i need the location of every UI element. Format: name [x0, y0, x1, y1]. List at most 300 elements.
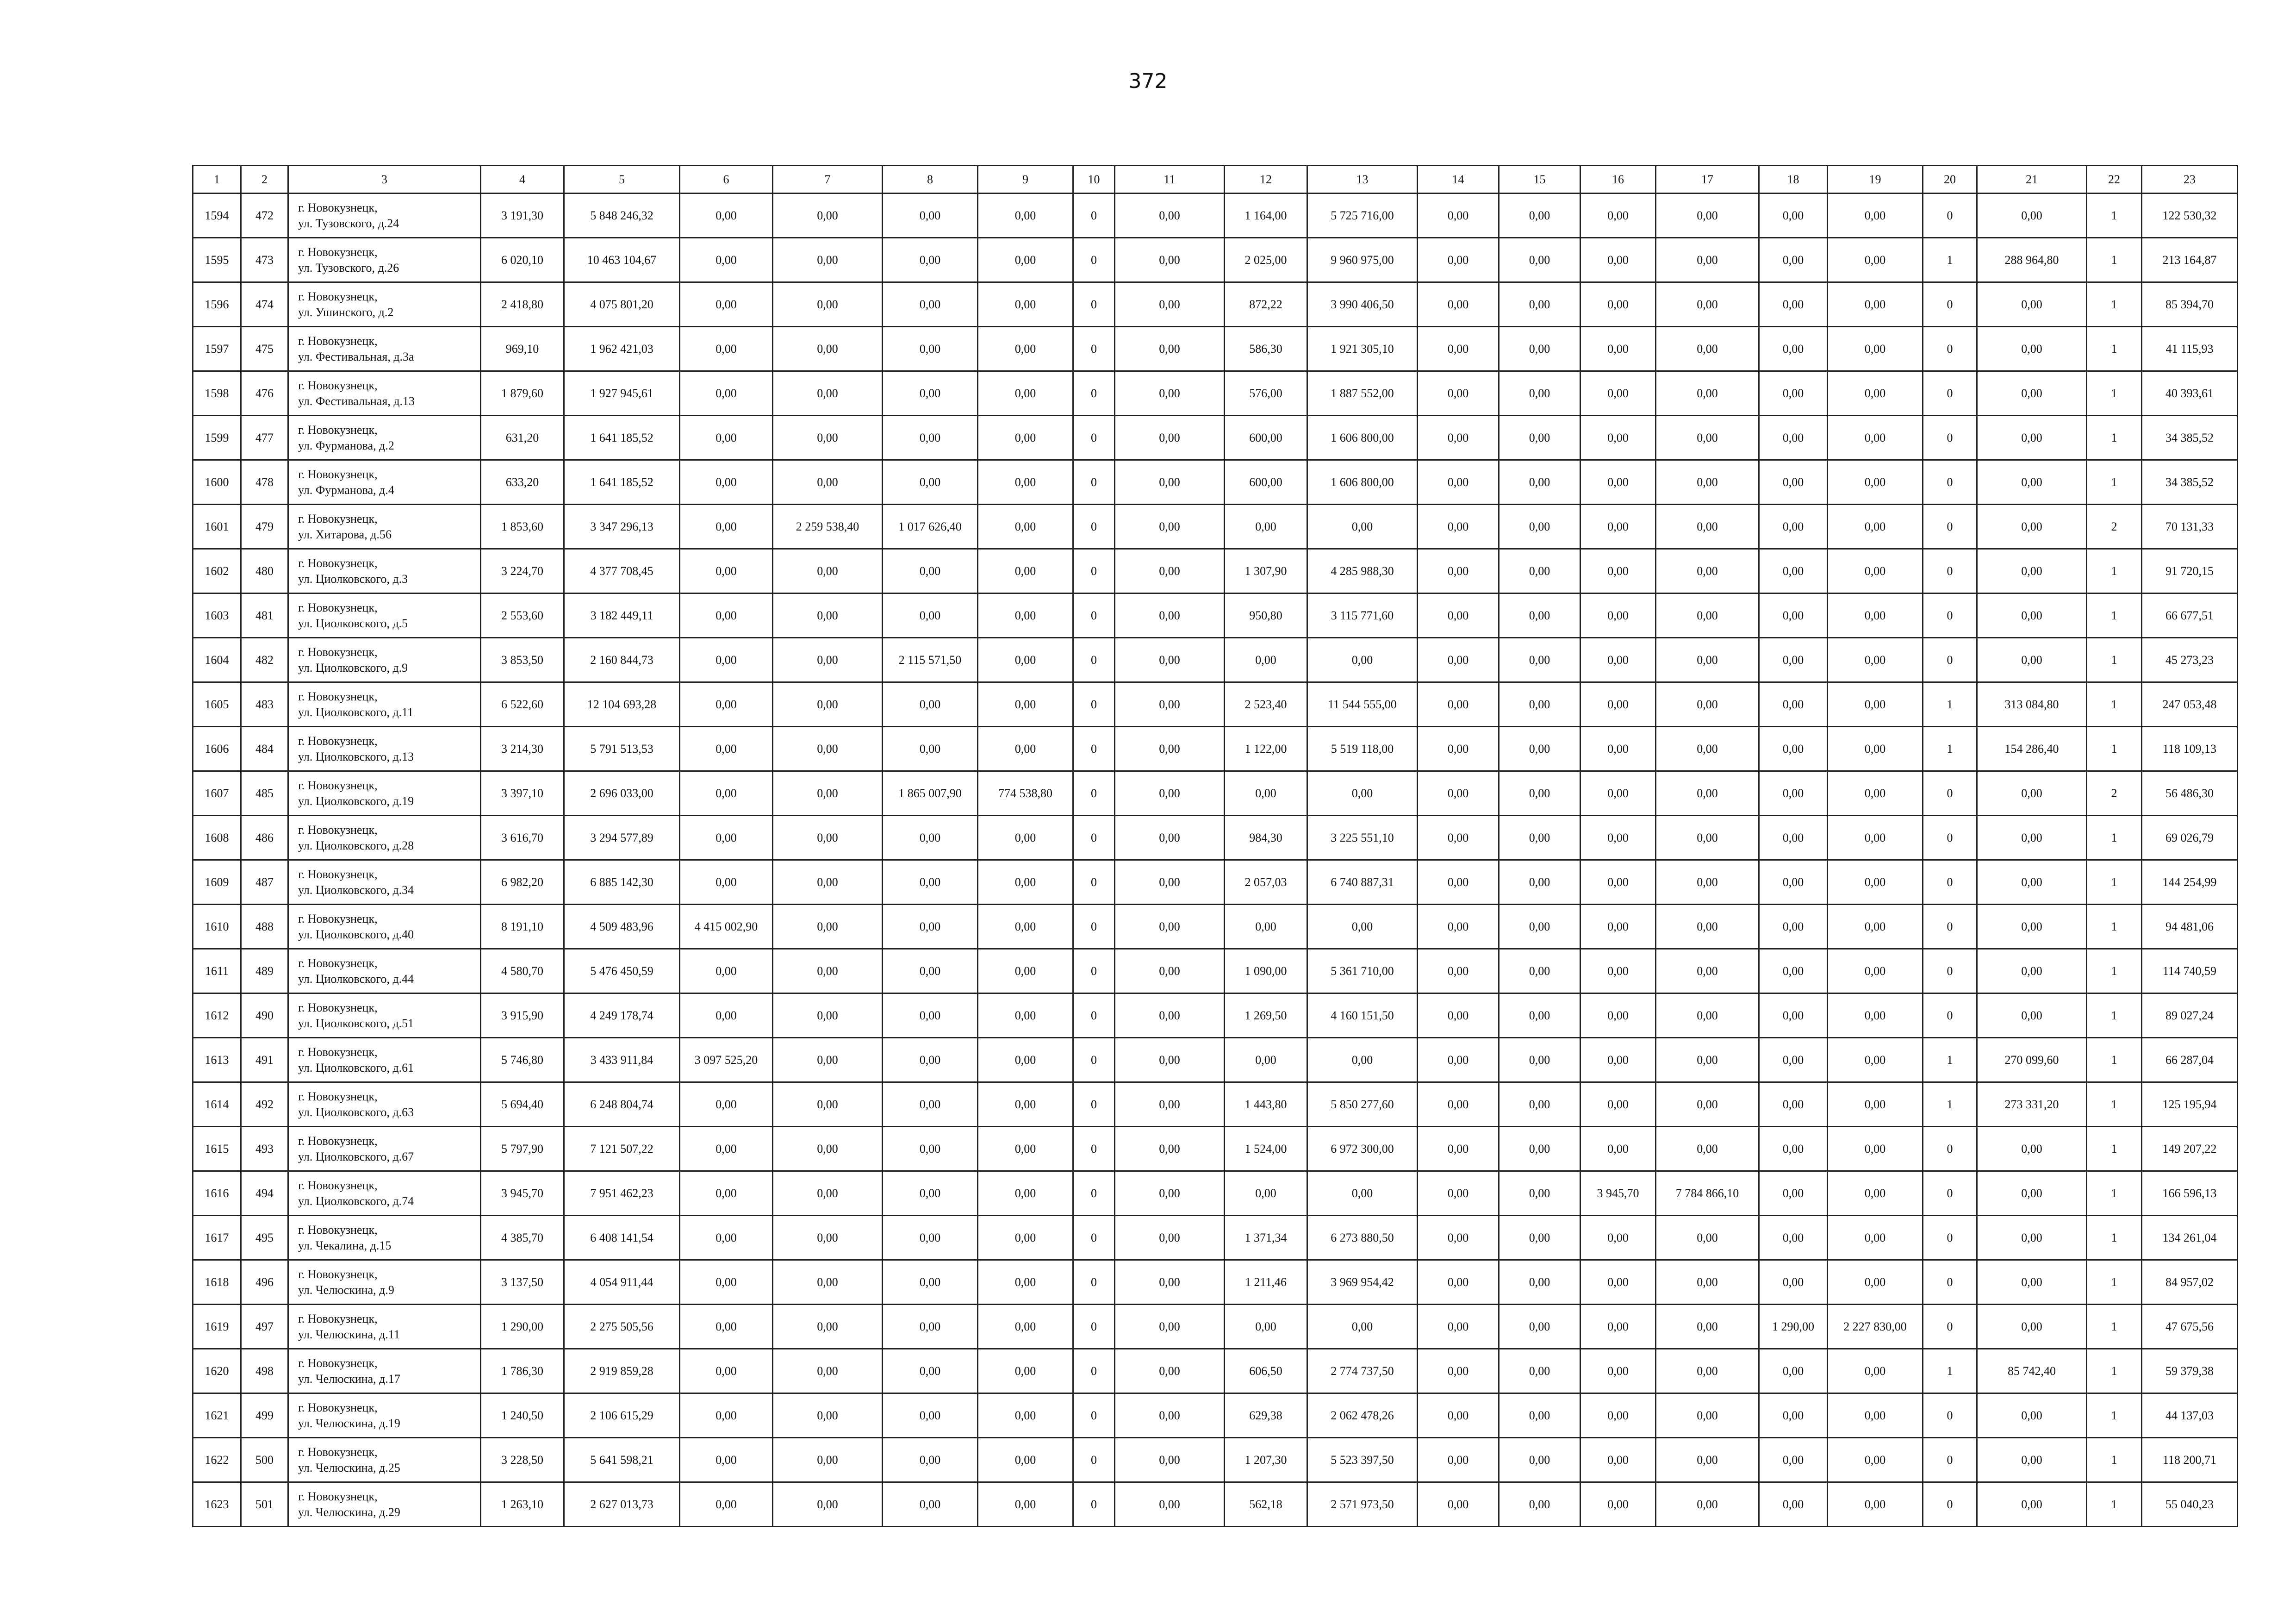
table-cell: 1 — [2087, 905, 2142, 949]
table-cell: 118 200,71 — [2142, 1438, 2238, 1482]
table-cell: 0,00 — [1115, 1305, 1225, 1349]
table-cell: 4 054 911,44 — [564, 1260, 680, 1305]
address-street: ул. Фурманова, д.4 — [298, 483, 394, 497]
table-cell: 1621 — [193, 1393, 241, 1438]
table-cell: 0,00 — [883, 460, 978, 505]
table-cell: 0,00 — [1828, 238, 1923, 282]
column-header: 6 — [680, 166, 773, 194]
table-cell: 0,00 — [1499, 1127, 1580, 1171]
address-cell — [288, 993, 481, 1038]
table-cell: 0,00 — [1759, 949, 1828, 993]
table-cell: 5 850 277,60 — [1307, 1082, 1418, 1127]
address-city: г. Новокузнецк, — [298, 289, 378, 303]
table-cell: 0,00 — [1418, 1216, 1499, 1260]
table-cell: 496 — [241, 1260, 288, 1305]
table-cell: 0,00 — [1418, 327, 1499, 371]
table-cell: 0,00 — [883, 1216, 978, 1260]
table-row — [193, 1482, 2238, 1527]
table-cell: 0,00 — [1418, 1482, 1499, 1527]
table-cell: 2 418,80 — [481, 282, 564, 327]
address-street: ул. Челюскина, д.29 — [298, 1505, 400, 1519]
table-cell: 0,00 — [1759, 1349, 1828, 1393]
table-cell: 7 951 462,23 — [564, 1171, 680, 1216]
address-street: ул. Фестивальная, д.3а — [298, 350, 414, 363]
table-cell: 0,00 — [883, 1349, 978, 1393]
address-city: г. Новокузнецк, — [298, 689, 378, 703]
table-cell: 0,00 — [1499, 771, 1580, 816]
table-cell: 0,00 — [1115, 860, 1225, 905]
table-cell: 0,00 — [1499, 1082, 1580, 1127]
table-cell: 0,00 — [1307, 638, 1418, 682]
table-cell: 0,00 — [1656, 949, 1759, 993]
table-cell: 0,00 — [1828, 993, 1923, 1038]
table-cell: 1 — [2087, 1038, 2142, 1082]
table-cell: 1 — [2087, 860, 2142, 905]
table-cell: 0,00 — [1499, 505, 1580, 549]
table-cell: 0,00 — [1977, 1127, 2087, 1171]
table-cell: 0 — [1073, 993, 1115, 1038]
table-cell: 0,00 — [773, 682, 883, 727]
table-cell: 9 960 975,00 — [1307, 238, 1418, 282]
table-cell: 0,00 — [1418, 282, 1499, 327]
table-cell: 6 972 300,00 — [1307, 1127, 1418, 1171]
table-cell: 0,00 — [883, 1393, 978, 1438]
table-cell: 0,00 — [1418, 460, 1499, 505]
table-cell: 0,00 — [773, 771, 883, 816]
table-cell: 0 — [1923, 1305, 1977, 1349]
table-cell: 0,00 — [1499, 1260, 1580, 1305]
table-cell: 1 — [2087, 238, 2142, 282]
table-cell: 0,00 — [1499, 727, 1580, 771]
address-city: г. Новокузнецк, — [298, 956, 378, 970]
column-header: 14 — [1418, 166, 1499, 194]
table-cell: 479 — [241, 505, 288, 549]
table-cell: 84 957,02 — [2142, 1260, 2238, 1305]
table-cell: 0,00 — [1828, 1438, 1923, 1482]
table-cell: 0,00 — [1580, 460, 1656, 505]
table-cell: 273 331,20 — [1977, 1082, 2087, 1127]
table-cell: 0,00 — [1580, 949, 1656, 993]
table-cell: 0,00 — [773, 1216, 883, 1260]
address-city: г. Новокузнецк, — [298, 1045, 378, 1059]
table-cell: 478 — [241, 460, 288, 505]
table-cell: 0,00 — [1418, 771, 1499, 816]
table-cell: 0,00 — [1499, 593, 1580, 638]
address-city: г. Новокузнецк, — [298, 334, 378, 348]
table-cell: 4 249 178,74 — [564, 993, 680, 1038]
table-cell: 0 — [1923, 1393, 1977, 1438]
column-header: 8 — [883, 166, 978, 194]
table-cell: 1594 — [193, 194, 241, 238]
table-cell: 1 853,60 — [481, 505, 564, 549]
address-street: ул. Циолковского, д.28 — [298, 838, 414, 852]
table-cell: 0,00 — [1656, 371, 1759, 416]
table-cell: 1 962 421,03 — [564, 327, 680, 371]
table-cell: 0,00 — [1759, 1216, 1828, 1260]
table-cell: 0,00 — [1828, 194, 1923, 238]
table-cell: 1599 — [193, 416, 241, 460]
table-cell: 0,00 — [1418, 727, 1499, 771]
address-street: ул. Челюскина, д.9 — [298, 1283, 394, 1297]
table-cell: 0,00 — [1759, 238, 1828, 282]
address-cell — [288, 593, 481, 638]
table-cell: 0,00 — [1759, 1171, 1828, 1216]
table-row — [193, 1305, 2238, 1349]
table-cell: 3 182 449,11 — [564, 593, 680, 638]
table-cell: 47 675,56 — [2142, 1305, 2238, 1349]
table-cell: 1 443,80 — [1225, 1082, 1307, 1127]
table-cell: 1 927 945,61 — [564, 371, 680, 416]
table-cell: 0,00 — [1115, 282, 1225, 327]
table-cell: 0,00 — [1418, 993, 1499, 1038]
table-cell: 0,00 — [1115, 993, 1225, 1038]
table-cell: 0 — [1073, 282, 1115, 327]
table-cell: 1 207,30 — [1225, 1438, 1307, 1482]
table-cell: 0 — [1923, 1127, 1977, 1171]
table-cell: 91 720,15 — [2142, 549, 2238, 593]
table-cell: 6 740 887,31 — [1307, 860, 1418, 905]
table-cell: 0,00 — [773, 1438, 883, 1482]
table-cell: 0,00 — [1759, 194, 1828, 238]
table-cell: 0,00 — [1580, 638, 1656, 682]
table-cell: 0 — [1073, 1216, 1115, 1260]
table-cell: 3 945,70 — [481, 1171, 564, 1216]
table-cell: 1619 — [193, 1305, 241, 1349]
address-cell — [288, 1171, 481, 1216]
table-cell: 0,00 — [1580, 1216, 1656, 1260]
table-cell: 2 259 538,40 — [773, 505, 883, 549]
address-cell — [288, 949, 481, 993]
table-cell: 0,00 — [1580, 593, 1656, 638]
table-cell: 0,00 — [1759, 1260, 1828, 1305]
table-cell: 0,00 — [978, 949, 1073, 993]
table-cell: 0,00 — [1656, 549, 1759, 593]
table-cell: 0,00 — [1418, 1082, 1499, 1127]
table-cell: 0,00 — [1418, 1393, 1499, 1438]
table-cell: 1606 — [193, 727, 241, 771]
table-cell: 0,00 — [883, 1082, 978, 1127]
table-cell: 586,30 — [1225, 327, 1307, 371]
table-cell: 0,00 — [1828, 549, 1923, 593]
table-cell: 872,22 — [1225, 282, 1307, 327]
table-cell: 0,00 — [883, 1482, 978, 1527]
table-cell: 2 627 013,73 — [564, 1482, 680, 1527]
table-cell: 2 553,60 — [481, 593, 564, 638]
table-cell: 5 848 246,32 — [564, 194, 680, 238]
table-cell: 0,00 — [1828, 905, 1923, 949]
table-cell: 0 — [1073, 727, 1115, 771]
table-cell: 1613 — [193, 1038, 241, 1082]
table-cell: 0,00 — [1418, 1260, 1499, 1305]
table-cell: 0,00 — [1977, 593, 2087, 638]
table-cell: 984,30 — [1225, 816, 1307, 860]
column-header: 7 — [773, 166, 883, 194]
address-street: ул. Циолковского, д.34 — [298, 883, 414, 897]
table-cell: 0,00 — [1307, 1038, 1418, 1082]
table-cell: 1 — [2087, 727, 2142, 771]
table-cell: 0,00 — [1580, 371, 1656, 416]
table-cell: 2 523,40 — [1225, 682, 1307, 727]
table-cell: 490 — [241, 993, 288, 1038]
table-cell: 1609 — [193, 860, 241, 905]
table-cell: 0,00 — [1828, 371, 1923, 416]
table-cell: 485 — [241, 771, 288, 816]
table-cell: 1618 — [193, 1260, 241, 1305]
table-cell: 0,00 — [883, 1305, 978, 1349]
table-cell: 0 — [1073, 1127, 1115, 1171]
address-city: г. Новокузнецк, — [298, 823, 378, 837]
column-header: 2 — [241, 166, 288, 194]
table-cell: 474 — [241, 282, 288, 327]
table-cell: 3 228,50 — [481, 1438, 564, 1482]
table-cell: 1 — [2087, 1305, 2142, 1349]
table-cell: 0,00 — [1828, 1171, 1923, 1216]
table-cell: 85 742,40 — [1977, 1349, 2087, 1393]
table-row — [193, 771, 2238, 816]
table-cell: 0,00 — [1418, 1438, 1499, 1482]
table-cell: 2 — [2087, 505, 2142, 549]
table-cell: 1602 — [193, 549, 241, 593]
table-cell: 0,00 — [1977, 1393, 2087, 1438]
table-cell: 774 538,80 — [978, 771, 1073, 816]
address-cell — [288, 194, 481, 238]
address-street: ул. Циолковского, д.44 — [298, 972, 414, 986]
table-cell: 0,00 — [1977, 816, 2087, 860]
table-cell: 1596 — [193, 282, 241, 327]
address-street: ул. Тузовского, д.26 — [298, 261, 399, 275]
table-cell: 0,00 — [883, 371, 978, 416]
table-cell: 0,00 — [1115, 549, 1225, 593]
table-row — [193, 638, 2238, 682]
address-street: ул. Челюскина, д.11 — [298, 1327, 400, 1341]
table-row — [193, 549, 2238, 593]
table-cell: 2 062 478,26 — [1307, 1393, 1418, 1438]
table-cell: 477 — [241, 416, 288, 460]
table-cell: 5 361 710,00 — [1307, 949, 1418, 993]
table-cell: 0 — [1923, 638, 1977, 682]
address-cell — [288, 771, 481, 816]
table-cell: 0 — [1073, 371, 1115, 416]
table-cell: 0,00 — [680, 1216, 773, 1260]
table-cell: 0,00 — [1977, 638, 2087, 682]
table-cell: 1605 — [193, 682, 241, 727]
table-cell: 0,00 — [773, 1393, 883, 1438]
table-cell: 0,00 — [1828, 460, 1923, 505]
table-cell: 0,00 — [1499, 327, 1580, 371]
table-cell: 480 — [241, 549, 288, 593]
table-cell: 0,00 — [1225, 771, 1307, 816]
table-cell: 3 969 954,42 — [1307, 1260, 1418, 1305]
table-cell: 0,00 — [883, 860, 978, 905]
table-cell: 0,00 — [773, 949, 883, 993]
table-cell: 1 263,10 — [481, 1482, 564, 1527]
table-cell: 0,00 — [1828, 1038, 1923, 1082]
table-cell: 1 786,30 — [481, 1349, 564, 1393]
table-cell: 2 919 859,28 — [564, 1349, 680, 1393]
table-cell: 0,00 — [883, 949, 978, 993]
table-cell: 6 020,10 — [481, 238, 564, 282]
table-cell: 1 606 800,00 — [1307, 460, 1418, 505]
table-cell: 0,00 — [883, 1038, 978, 1082]
table-cell: 122 530,32 — [2142, 194, 2238, 238]
table-cell: 0,00 — [1418, 238, 1499, 282]
column-header: 11 — [1115, 166, 1225, 194]
table-cell: 5 694,40 — [481, 1082, 564, 1127]
table-cell: 3 433 911,84 — [564, 1038, 680, 1082]
table-cell: 0,00 — [1418, 682, 1499, 727]
table-cell: 1 290,00 — [481, 1305, 564, 1349]
table-cell: 0 — [1073, 1260, 1115, 1305]
table-cell: 125 195,94 — [2142, 1082, 2238, 1127]
table-cell: 1612 — [193, 993, 241, 1038]
table-cell: 0,00 — [1828, 1349, 1923, 1393]
table-cell: 0,00 — [1656, 1305, 1759, 1349]
table-cell: 1614 — [193, 1082, 241, 1127]
table-cell: 5 725 716,00 — [1307, 194, 1418, 238]
table-cell: 0,00 — [1115, 194, 1225, 238]
table-cell: 2 774 737,50 — [1307, 1349, 1418, 1393]
table-row — [193, 1216, 2238, 1260]
table-cell: 1622 — [193, 1438, 241, 1482]
table-cell: 0,00 — [1499, 460, 1580, 505]
table-cell: 3 990 406,50 — [1307, 282, 1418, 327]
table-cell: 0,00 — [1977, 905, 2087, 949]
table-cell: 0,00 — [680, 238, 773, 282]
table-cell: 4 385,70 — [481, 1216, 564, 1260]
table-cell: 1 — [2087, 1082, 2142, 1127]
table-cell: 0,00 — [978, 593, 1073, 638]
table-cell: 1608 — [193, 816, 241, 860]
table-cell: 0,00 — [1418, 1127, 1499, 1171]
address-street: ул. Циолковского, д.11 — [298, 705, 414, 719]
table-cell: 0,00 — [1656, 771, 1759, 816]
table-cell: 0 — [1923, 282, 1977, 327]
table-cell: 3 214,30 — [481, 727, 564, 771]
address-city: г. Новокузнецк, — [298, 1223, 378, 1237]
table-cell: 10 463 104,67 — [564, 238, 680, 282]
address-cell — [288, 1482, 481, 1527]
table-cell: 0,00 — [1499, 1216, 1580, 1260]
table-cell: 0,00 — [773, 593, 883, 638]
table-cell: 0,00 — [1115, 905, 1225, 949]
column-header: 22 — [2087, 166, 2142, 194]
table-cell: 0,00 — [978, 1482, 1073, 1527]
table-cell: 475 — [241, 327, 288, 371]
table-cell: 0,00 — [1580, 1127, 1656, 1171]
address-cell — [288, 460, 481, 505]
table-cell: 56 486,30 — [2142, 771, 2238, 816]
table-cell: 40 393,61 — [2142, 371, 2238, 416]
address-street: ул. Челюскина, д.19 — [298, 1416, 400, 1430]
address-street: ул. Чекалина, д.15 — [298, 1238, 392, 1252]
table-cell: 0,00 — [680, 549, 773, 593]
table-cell: 0,00 — [978, 816, 1073, 860]
table-cell: 0 — [1923, 816, 1977, 860]
table-cell: 1595 — [193, 238, 241, 282]
table-cell: 70 131,33 — [2142, 505, 2238, 549]
table-row — [193, 282, 2238, 327]
table-cell: 0,00 — [1418, 905, 1499, 949]
address-cell — [288, 282, 481, 327]
table-cell: 0 — [1923, 416, 1977, 460]
table-cell: 0,00 — [1499, 416, 1580, 460]
address-city: г. Новокузнецк, — [298, 778, 378, 792]
table-cell: 0 — [1923, 905, 1977, 949]
table-cell: 11 544 555,00 — [1307, 682, 1418, 727]
table-cell: 492 — [241, 1082, 288, 1127]
table-cell: 0,00 — [1499, 1482, 1580, 1527]
table-cell: 0,00 — [1759, 638, 1828, 682]
table-row — [193, 1349, 2238, 1393]
table-cell: 0,00 — [1828, 327, 1923, 371]
table-cell: 0,00 — [1115, 771, 1225, 816]
table-cell: 0,00 — [773, 1305, 883, 1349]
table-cell: 0,00 — [680, 993, 773, 1038]
table-cell: 1 606 800,00 — [1307, 416, 1418, 460]
address-city: г. Новокузнецк, — [298, 867, 378, 881]
table-cell: 0,00 — [883, 682, 978, 727]
table-cell: 55 040,23 — [2142, 1482, 2238, 1527]
table-cell: 8 191,10 — [481, 905, 564, 949]
table-cell: 0,00 — [978, 327, 1073, 371]
table-cell: 481 — [241, 593, 288, 638]
address-street: ул. Циолковского, д.9 — [298, 661, 408, 675]
table-cell: 0,00 — [1977, 771, 2087, 816]
table-cell: 6 408 141,54 — [564, 1216, 680, 1260]
table-cell: 1 — [2087, 416, 2142, 460]
table-cell: 1 — [1923, 727, 1977, 771]
table-cell: 0 — [1073, 327, 1115, 371]
table-cell: 0,00 — [680, 1438, 773, 1482]
address-street: ул. Ушинского, д.2 — [298, 305, 394, 319]
table-cell: 0,00 — [1225, 1171, 1307, 1216]
address-cell — [288, 549, 481, 593]
table-cell: 1 — [2087, 282, 2142, 327]
table-cell: 600,00 — [1225, 416, 1307, 460]
table-cell: 2 — [2087, 771, 2142, 816]
table-cell: 66 287,04 — [2142, 1038, 2238, 1082]
address-cell — [288, 905, 481, 949]
table-cell: 1 887 552,00 — [1307, 371, 1418, 416]
table-cell: 3 616,70 — [481, 816, 564, 860]
table-cell: 0,00 — [883, 327, 978, 371]
table-cell: 0,00 — [773, 238, 883, 282]
table-cell: 0,00 — [1580, 816, 1656, 860]
table-cell: 0,00 — [978, 905, 1073, 949]
table-cell: 0,00 — [1977, 282, 2087, 327]
table-cell: 0,00 — [1307, 771, 1418, 816]
table-cell: 0,00 — [1759, 460, 1828, 505]
table-cell: 3 347 296,13 — [564, 505, 680, 549]
table-cell: 0,00 — [1115, 327, 1225, 371]
table-cell: 0 — [1923, 993, 1977, 1038]
table-cell: 0 — [1073, 682, 1115, 727]
column-header: 21 — [1977, 166, 2087, 194]
table-cell: 0 — [1923, 1171, 1977, 1216]
table-cell: 0,00 — [1307, 905, 1418, 949]
address-cell — [288, 638, 481, 682]
table-cell: 0,00 — [1977, 1305, 2087, 1349]
table-cell: 3 191,30 — [481, 194, 564, 238]
table-cell: 1598 — [193, 371, 241, 416]
table-cell: 0,00 — [773, 1082, 883, 1127]
table-cell: 2 025,00 — [1225, 238, 1307, 282]
table-cell: 94 481,06 — [2142, 905, 2238, 949]
table-cell: 0,00 — [680, 1082, 773, 1127]
table-cell: 1601 — [193, 505, 241, 549]
table-cell: 0 — [1073, 416, 1115, 460]
address-cell — [288, 1082, 481, 1127]
